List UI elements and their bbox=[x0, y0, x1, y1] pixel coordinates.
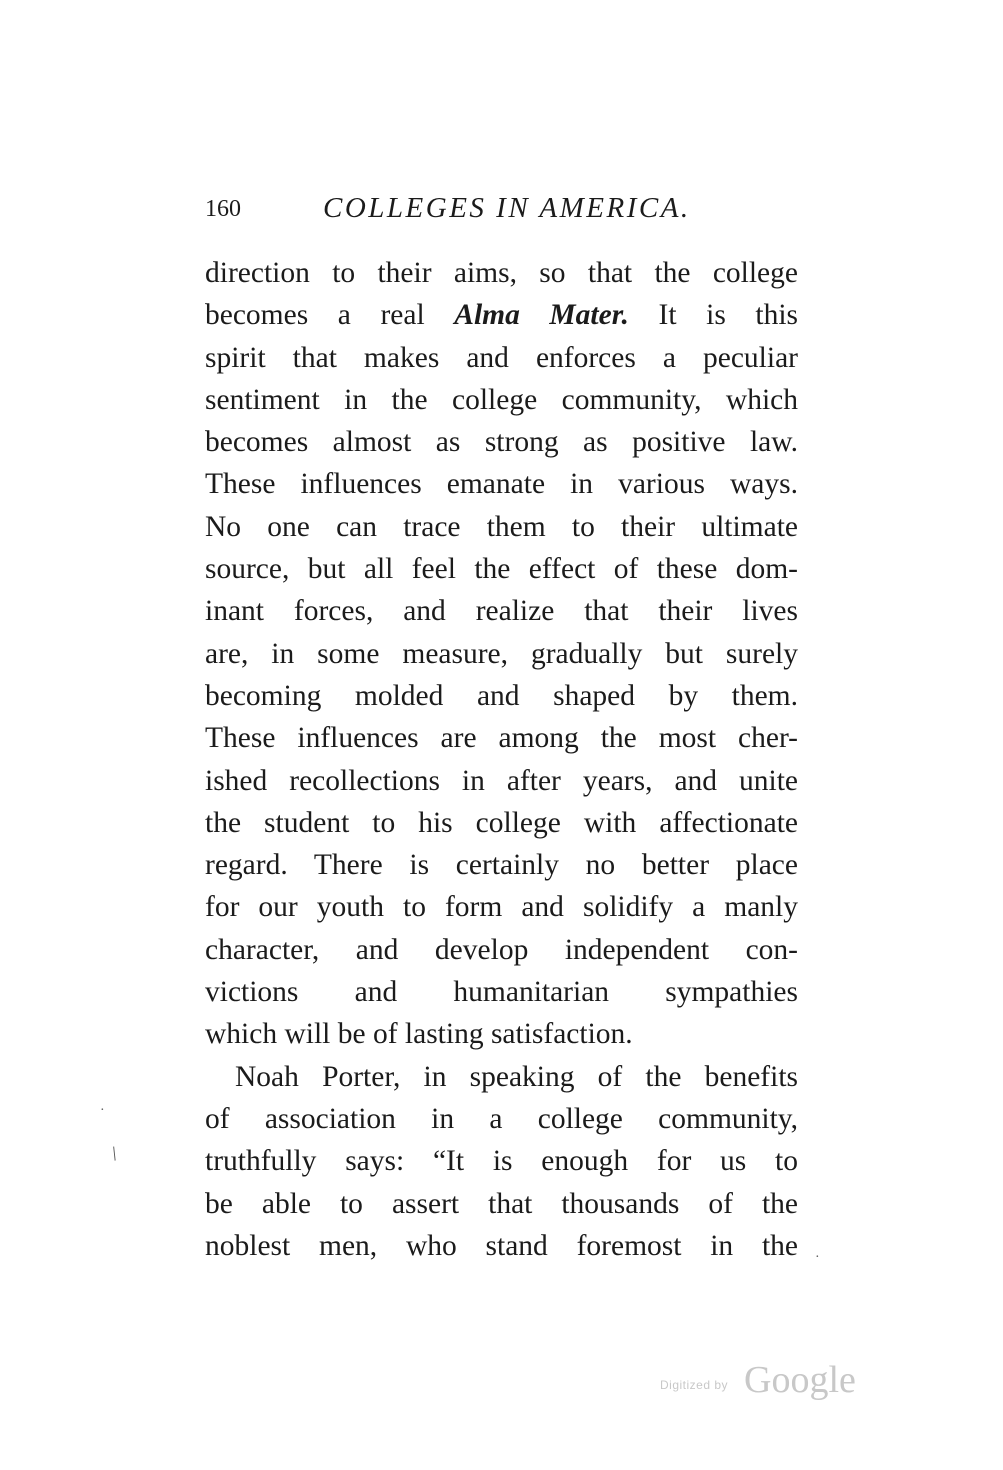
text-line: becoming molded and shaped by them. bbox=[205, 679, 798, 712]
watermark-small-text: Digitized by bbox=[660, 1378, 729, 1392]
text-line-suffix: It is this bbox=[658, 299, 799, 332]
body-text bbox=[205, 252, 798, 1267]
page-number: 160 bbox=[205, 196, 241, 222]
text-line: are, in some measure, gradually but surely bbox=[205, 637, 798, 670]
margin-tick-mark: / bbox=[107, 1142, 122, 1166]
text-line: No one can trace them to their ultimate bbox=[205, 510, 798, 543]
text-line: character, and develop independent con- bbox=[205, 933, 798, 966]
margin-dot-mark: · bbox=[100, 1103, 105, 1118]
text-line bbox=[205, 294, 798, 336]
text-line: regard. There is certainly no better place bbox=[205, 849, 798, 882]
running-head bbox=[205, 192, 805, 228]
text-line: be able to assert that thousands of the bbox=[205, 1187, 798, 1220]
text-line: inant forces, and realize that their lives bbox=[205, 595, 798, 628]
text-line: spirit that makes and enforces a peculiar bbox=[205, 341, 798, 374]
margin-dot-mark: · bbox=[815, 1250, 820, 1265]
text-line: which will be of lasting satisfaction. bbox=[205, 1018, 633, 1051]
text-line: source, but all feel the effect of these dom- bbox=[205, 553, 798, 586]
text-line: victions and humanitarian sympathies bbox=[205, 976, 798, 1009]
text-line: Noah Porter, in speaking of the benefits bbox=[235, 1060, 798, 1093]
text-line: the student to his college with affectionate bbox=[205, 806, 798, 839]
alma-mater-italic: Alma Mater. bbox=[454, 299, 629, 332]
text-line: for our youth to form and solidify a manly bbox=[205, 891, 798, 924]
google-logo: Google bbox=[744, 1359, 856, 1401]
text-line: These influences are among the most cher- bbox=[205, 722, 798, 755]
text-line: truthfully says: “It is enough for us to bbox=[205, 1145, 798, 1178]
text-line-prefix: becomes a real bbox=[205, 299, 425, 332]
digitized-by-google-watermark bbox=[660, 1358, 890, 1408]
text-line: noblest men, who stand foremost in the bbox=[205, 1229, 798, 1262]
text-line: becomes almost as strong as positive law. bbox=[205, 426, 798, 459]
text-line: of association in a college community, bbox=[205, 1102, 798, 1135]
text-line: direction to their aims, so that the college bbox=[205, 257, 798, 289]
text-line: sentiment in the college community, which bbox=[205, 383, 798, 416]
text-line: ished recollections in after years, and unite bbox=[205, 764, 798, 797]
text-line: These influences emanate in various ways. bbox=[205, 468, 798, 501]
running-title: COLLEGES IN AMERICA. bbox=[323, 192, 691, 224]
